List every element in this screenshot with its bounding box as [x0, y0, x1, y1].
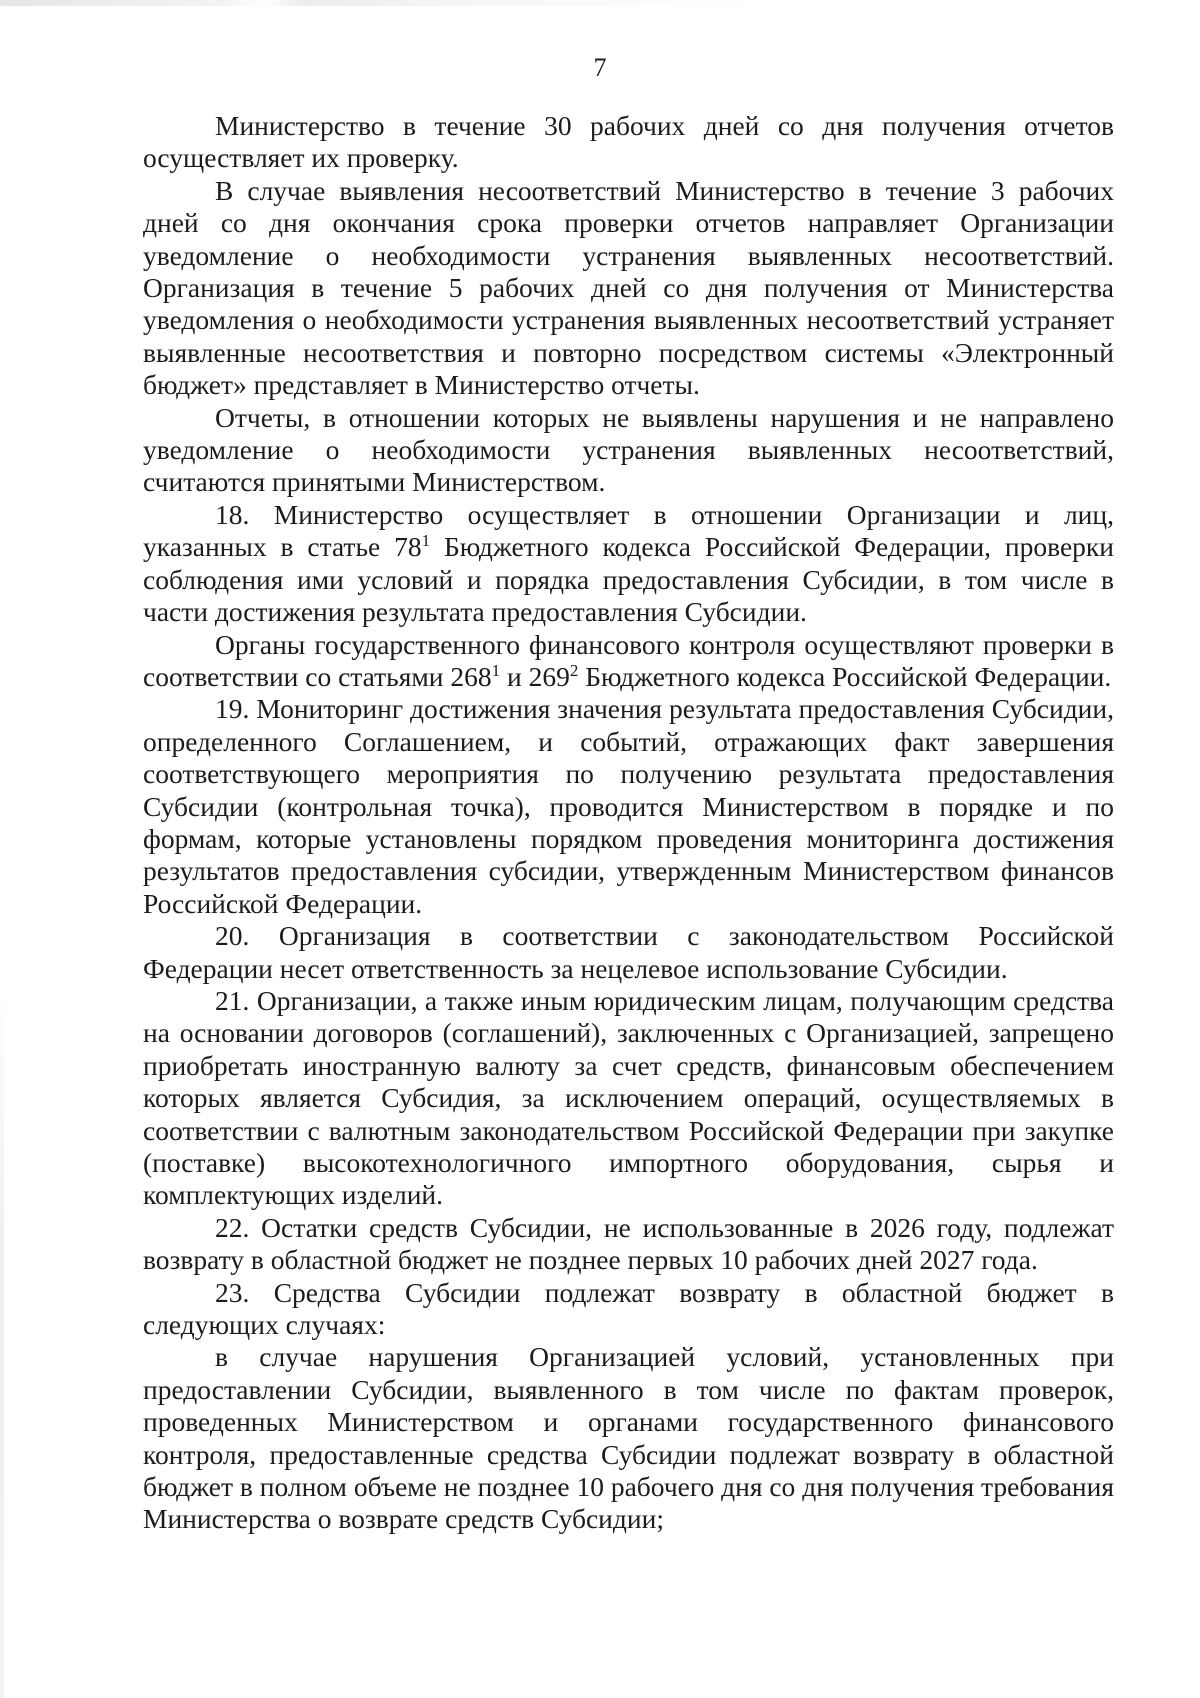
financial-control-superscript-1: 1 — [491, 660, 501, 680]
paragraph-clause-18 — [143, 499, 1114, 629]
clause-18-text-a: 18. Министерство осуществляет в отношении Организации и лиц, указанных в статье 78 — [143, 498, 1114, 563]
financial-control-superscript-2: 2 — [569, 660, 579, 680]
scan-edge-left — [0, 980, 4, 1698]
financial-control-text-mid: и 269 — [500, 660, 570, 692]
paragraph-clause-20: 20. Организация в соответствии с законодательством Российской Федерации несет ответственность за нецелевое использование Субсидии. — [143, 920, 1114, 984]
paragraph-reports-accepted: Отчеты, в отношении которых не выявлены нарушения и не направлено уведомление о необходимости устранения выявленных несоответствий, считаются принятыми Министерством. — [143, 401, 1114, 498]
clause-18-text-b: Бюджетного кодекса Российской Федерации, проверки соблюдения ими условий и порядка предоставления Субсидии, в том числе в части достижения результата предоставления Субсидии. — [143, 531, 1115, 628]
paragraph-clause-21: 21. Организации, а также иным юридическим лицам, получающим средства на основании договоров (соглашений), заключенных с Организацией, запрещено приобретать иностранную валюту за счет средств, финансовым обеспечением которых является Субсидия, за исключением операций, осуществляемых в соответствии с валютным законодательством Российской Федерации при закупке (поставке) высокотехнологичного импортного оборудования, сырья и комплектующих изделий. — [143, 984, 1114, 1211]
paragraph-clause-22: 22. Остатки средств Субсидии, не использованные в 2026 году, подлежат возврату в областной бюджет не позднее первых 10 рабочих дней 2027 года. — [143, 1211, 1114, 1276]
clause-18-superscript: 1 — [421, 531, 431, 551]
financial-control-text-a: Органы государственного финансового контроля осуществляют проверки в соответствии со статьями 268 — [143, 628, 1114, 692]
paragraph-clause-19: 19. Мониторинг достижения значения результата предоставления Субсидии, определенного Соглашением, и событий, отражающих факт завершения соответствующего мероприятия по получению результата предоставления Субсидии (контрольная точка), проводится Министерством в порядке и по формам, которые установлены порядком проведения мониторинга достижения результатов предоставления субсидии, утвержденным Министерством финансов Российской Федерации. — [143, 693, 1114, 919]
paragraph-violation-case: в случае нарушения Организацией условий, установленных при предоставлении Субсидии, выявленного в том числе по фактам проверок, проведенных Министерством и органами государственного финансового контроля, предоставленные средства Субсидии подлежат возврату в областной бюджет в полном объеме не позднее 10 рабочего дня со дня получения требования Министерства о возврате средств Субсидии; — [143, 1341, 1114, 1535]
page-number: 7 — [593, 53, 607, 82]
scan-edge-top — [0, 0, 760, 6]
document-body — [143, 110, 1114, 1536]
paragraph-clause-23: 23. Средства Субсидии подлежат возврату в областной бюджет в следующих случаях: — [143, 1276, 1114, 1341]
paragraph-financial-control — [143, 629, 1114, 694]
financial-control-text-b: Бюджетного кодекса Российской Федерации. — [578, 660, 1112, 692]
paragraph-report-check: Министерство в течение 30 рабочих дней со дня получения отчетов осуществляет их проверку. — [143, 110, 1114, 174]
paragraph-discrepancies: В случае выявления несоответствий Министерство в течение 3 рабочих дней со дня окончания срока проверки отчетов направляет Организации уведомление о необходимости устранения выявленных несоответствий. Организация в течение 5 рабочих дней со дня получения от Министерства уведомления о необходимости устранения выявленных несоответствий устраняет выявленные несоответствия и повторно посредством системы «Электронный бюджет» представляет в Министерство отчеты. — [143, 174, 1114, 401]
